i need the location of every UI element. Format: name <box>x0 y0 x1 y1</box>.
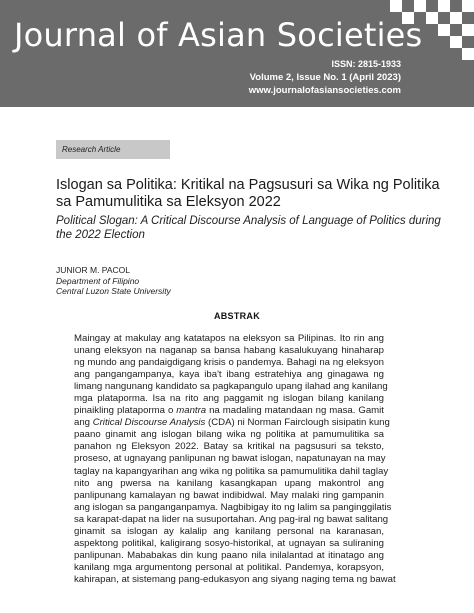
abstract-line: mga plataporma. Isa na rito ang paggamit ng islogan bilang kanilang <box>74 393 384 405</box>
abstract-line: aspektong politikal, kaligirang sosyo-historikal, at ugnayan sa suliraning <box>74 537 384 549</box>
abstract-line: panlipunan. Mababakas din kung paano nila inilalantad at itinatago ang <box>74 549 384 561</box>
abstract-line: proseso, at ugnayang panlipunan ng bawat islogan, napatunayan na may <box>74 453 386 465</box>
abstract-line: paano ginamit ang islogan bilang wika ng politika at pamumulitika sa <box>74 429 384 441</box>
abstract-line: ang Critical Discourse Analysis (CDA) ni Norman Fairclough sisipatin kung <box>74 417 390 429</box>
article-type-label: Research Article <box>56 140 170 159</box>
abstract-line: ng mundo ang pandaigdigang krisis o pandemya. Bahagi na ng eleksyon <box>74 357 384 369</box>
abstract-line: taglay na kapangyarihan ang wika ng politika sa pamumulitika dahil taglay <box>74 465 389 477</box>
journal-title: Journal of Asian Societies <box>14 16 423 54</box>
abstract-heading: ABSTRAK <box>213 311 261 321</box>
author-department: Department of Filipino <box>56 275 140 286</box>
abstract-line: panahon ng Eleksyon 2022. Batay sa kritikal na pagsusuri sa teksto, <box>74 441 384 453</box>
abstract-line: limang nangunang kandidato sa pagkapangulo upang ilahad ang kanilang <box>74 381 388 393</box>
abstract-line: Maingay at makulay ang katatapos na eleksyon sa Pilipinas. Ito rin ang <box>74 333 384 344</box>
abstract-line: kahirapan, at sistemang pang-edukasyon ang siyang naging tema ng bawat <box>74 573 396 585</box>
abstract-line: sa karapat-dapat na lider na susuportahan. Ang pag-iral ng bawat salitang <box>74 513 389 525</box>
abstract-line: panlipunang kamalayan ng bawat indibidwal. May malaki ring gampanin <box>74 489 384 501</box>
article-title: Islogan sa Politika: Kritikal na Pagsusuri sa Wika ng Politika sa Pamumulitika sa Eleksyon 2022 <box>56 177 440 210</box>
abstract-line: pinaikling plataporma o mantra na madaling matandaan ng masa. Gamit <box>74 405 384 417</box>
author-block <box>56 265 171 297</box>
abstract-line: nito ang pwersa na kanilang kasangkapan upang makontrol ang <box>74 477 384 489</box>
abstract-line: ginamit sa islogan ay kalalip ang kanilang personal na karanasan, <box>74 525 384 537</box>
abstract-line: kanilang mga argumentong personal at politikal. Pandemya, korapsyon, <box>74 561 384 573</box>
author-name: JUNIOR M. PACOL <box>56 265 130 275</box>
article-subtitle: Political Slogan: A Critical Discourse Analysis of Language of Politics during the 2022 Election <box>56 215 441 241</box>
author-university: Central Luzon State University <box>56 286 171 296</box>
journal-website[interactable]: www.journalofasiansocieties.com <box>248 85 401 96</box>
journal-header <box>0 0 474 107</box>
abstract-line: ang islogan sa panganganpamya. Nagbibigay ito ng lalim sa panginggilatis <box>74 501 392 513</box>
journal-meta <box>249 58 401 97</box>
journal-volume: Volume 2, Issue No. 1 (April 2023) <box>249 72 401 83</box>
abstract-line: unang eleksyon na naganap sa bansa habang kasalukuyang hinaharap <box>74 345 384 357</box>
abstract-body <box>74 333 396 586</box>
abstract-line: ang pangangampanya, kaya iba't ibang estratehiya ang ginagawa ng <box>74 369 384 381</box>
journal-issn: ISSN: 2815-1933 <box>331 59 401 69</box>
